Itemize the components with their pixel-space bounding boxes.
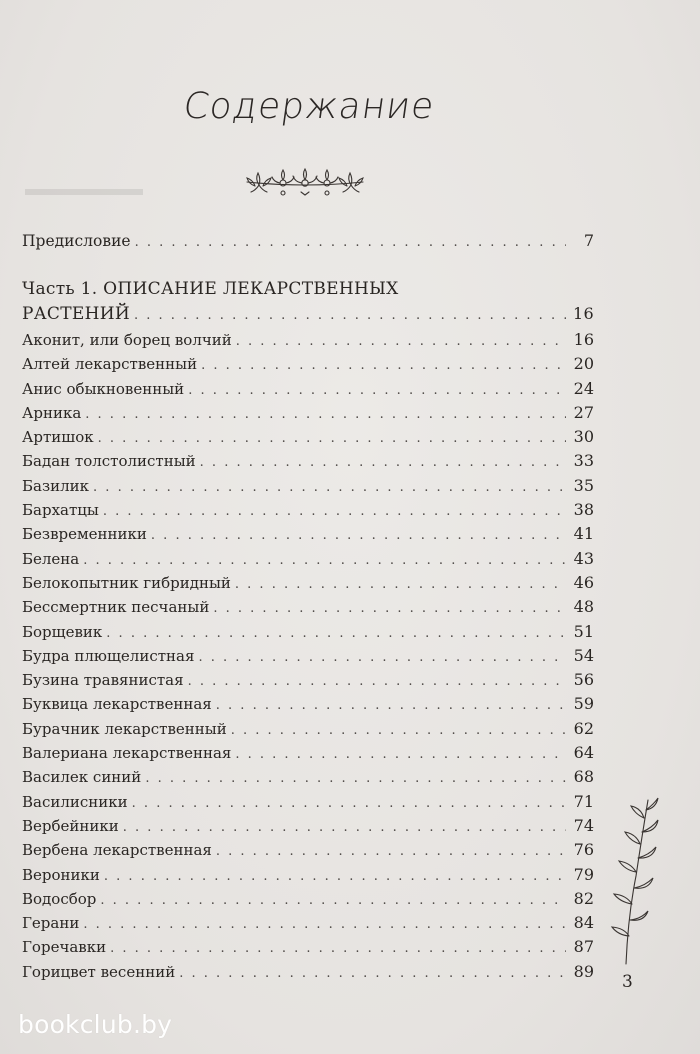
toc-entry-page: 16 xyxy=(573,330,594,349)
toc-entry-label: Безвременники xyxy=(22,525,147,544)
table-of-contents xyxy=(22,226,594,984)
part-heading[interactable]: Часть 1. ОПИСАНИЕ ЛЕКАРСТВЕННЫХ xyxy=(22,279,399,299)
toc-entry-page: 33 xyxy=(573,451,594,471)
toc-entry[interactable] xyxy=(22,449,594,473)
leader-dots xyxy=(98,427,566,451)
leader-dots xyxy=(200,451,566,475)
toc-entry[interactable] xyxy=(22,474,594,498)
leader-dots xyxy=(235,743,566,767)
leader-dots xyxy=(213,597,566,621)
toc-entry-label: Бадан толстолистный xyxy=(22,452,196,471)
faint-show-through xyxy=(25,186,145,198)
toc-entry-label: Вероники xyxy=(22,865,100,884)
toc-entry-preface[interactable] xyxy=(22,226,594,256)
toc-entry[interactable] xyxy=(22,522,594,546)
floral-divider-icon xyxy=(243,166,367,212)
leader-dots xyxy=(145,767,566,791)
toc-entry-page: 48 xyxy=(573,597,594,617)
leader-dots xyxy=(103,500,566,524)
leader-dots xyxy=(132,792,566,816)
toc-entry-page: 30 xyxy=(573,427,594,447)
toc-entry-page: 20 xyxy=(573,354,594,374)
toc-entry-label: Базилик xyxy=(22,476,90,495)
toc-entry-page: 79 xyxy=(573,864,594,884)
toc-entry-label: Анис обыкновенный xyxy=(22,379,185,398)
leader-dots xyxy=(110,937,566,961)
toc-entry-page: 38 xyxy=(573,500,594,520)
toc-entry-label: Горечавки xyxy=(22,938,107,957)
leader-dots xyxy=(179,962,566,986)
leader-dots xyxy=(123,816,566,840)
toc-entry-label: Белена xyxy=(22,549,80,568)
toc-entry-page: 76 xyxy=(573,840,594,860)
toc-entry-label: Бессмертник песчаный xyxy=(22,598,210,617)
toc-entry-label: Горицвет весенний xyxy=(22,962,176,981)
toc-entry-page: 68 xyxy=(573,767,594,787)
leader-dots xyxy=(100,889,566,913)
toc-entry-label: Вербена лекарственная xyxy=(22,841,212,860)
toc-entry[interactable] xyxy=(22,692,594,716)
toc-entry[interactable] xyxy=(22,935,594,959)
page-title: Содержание xyxy=(180,86,438,127)
leader-dots xyxy=(85,403,566,427)
toc-entry-page: 7 xyxy=(583,231,594,250)
toc-entry[interactable] xyxy=(22,425,594,449)
toc-entry[interactable] xyxy=(22,547,594,571)
toc-entry[interactable] xyxy=(22,765,594,789)
leafy-branch-icon xyxy=(606,796,666,966)
toc-entry-label: Арника xyxy=(22,403,82,422)
toc-entry-page: 46 xyxy=(573,572,594,592)
toc-entry-page: 54 xyxy=(573,645,594,665)
toc-entry-label: Буквица лекарственная xyxy=(22,695,212,714)
part-heading-continued: РАСТЕНИЙ xyxy=(22,304,130,324)
toc-entry[interactable] xyxy=(22,644,594,668)
toc-entry-label: Вербейники xyxy=(22,816,119,835)
toc-entry-page: 62 xyxy=(573,718,594,738)
toc-entry[interactable] xyxy=(22,668,594,692)
leader-dots xyxy=(235,573,566,597)
toc-entry[interactable] xyxy=(22,620,594,644)
toc-entry-label: Артишок xyxy=(22,428,94,447)
toc-entry[interactable] xyxy=(22,352,594,376)
leader-dots xyxy=(231,719,566,743)
toc-entry-page: 24 xyxy=(573,378,594,398)
leader-dots xyxy=(198,646,566,670)
toc-entry-label: Предисловие xyxy=(22,232,131,250)
leader-dots xyxy=(188,670,566,694)
leader-dots xyxy=(236,330,566,354)
toc-entry-label: Борщевик xyxy=(22,622,103,641)
leader-dots xyxy=(106,622,566,646)
leader-dots xyxy=(201,354,566,378)
toc-entry[interactable] xyxy=(22,595,594,619)
toc-entry[interactable] xyxy=(22,887,594,911)
toc-entry-page: 59 xyxy=(573,694,594,714)
toc-entry-page: 16 xyxy=(573,304,594,323)
toc-entry-page: 89 xyxy=(573,961,594,981)
toc-entry[interactable] xyxy=(22,814,594,838)
leader-dots xyxy=(104,865,566,889)
toc-entry-page: 74 xyxy=(573,815,594,835)
toc-entry[interactable] xyxy=(22,911,594,935)
toc-entry[interactable] xyxy=(22,498,594,522)
toc-entry-label: Бузина травянистая xyxy=(22,671,184,690)
toc-entry-label: Белокопытник гибридный xyxy=(22,573,231,592)
toc-entry-label: Аконит, или борец волчий xyxy=(22,331,232,349)
leader-dots xyxy=(151,524,566,548)
toc-entry-page: 71 xyxy=(573,791,594,811)
toc-entry-page: 87 xyxy=(573,937,594,957)
leader-dots xyxy=(93,476,566,500)
toc-entry[interactable] xyxy=(22,401,594,425)
toc-entry[interactable] xyxy=(22,838,594,862)
toc-entry-label: Бурачник лекарственный xyxy=(22,719,227,738)
toc-entry-label: Бархатцы xyxy=(22,501,99,520)
page-number: 3 xyxy=(622,972,633,992)
leader-dots xyxy=(216,840,566,864)
toc-entry-page: 64 xyxy=(573,743,594,763)
toc-entry-label: Алтей лекарственный xyxy=(22,355,198,374)
toc-entry-page: 27 xyxy=(573,402,594,422)
leader-dots xyxy=(134,302,566,330)
toc-entry-page: 35 xyxy=(573,475,594,495)
toc-entry-page: 43 xyxy=(573,548,594,568)
toc-entry[interactable] xyxy=(22,741,594,765)
toc-entry-label: Герани xyxy=(22,914,80,933)
toc-entry[interactable] xyxy=(22,863,594,887)
toc-entry[interactable] xyxy=(22,328,594,352)
toc-entry-label: Будра плющелистная xyxy=(22,646,195,665)
toc-entry[interactable] xyxy=(22,960,594,984)
toc-entry-label: Василек синий xyxy=(22,768,142,787)
toc-entry-page: 56 xyxy=(573,670,594,690)
toc-entry-label: Валериана лекарственная xyxy=(22,744,232,763)
toc-entry-part1[interactable] xyxy=(22,300,594,328)
toc-entry-label: Василисники xyxy=(22,792,128,811)
toc-entry-page: 41 xyxy=(573,524,594,544)
toc-entry-label: Водосбор xyxy=(22,889,97,908)
toc-entry-page: 84 xyxy=(573,913,594,933)
toc-entry-page: 51 xyxy=(573,621,594,641)
leader-dots xyxy=(135,228,566,258)
watermark: bookclub.by xyxy=(18,1010,173,1039)
leader-dots xyxy=(188,379,566,403)
toc-entry[interactable] xyxy=(22,377,594,401)
toc-entry[interactable] xyxy=(22,717,594,741)
leader-dots xyxy=(83,913,566,937)
toc-entry[interactable] xyxy=(22,571,594,595)
toc-entry[interactable] xyxy=(22,790,594,814)
leader-dots xyxy=(83,549,566,573)
leader-dots xyxy=(216,694,566,718)
toc-entry-page: 82 xyxy=(573,888,594,908)
